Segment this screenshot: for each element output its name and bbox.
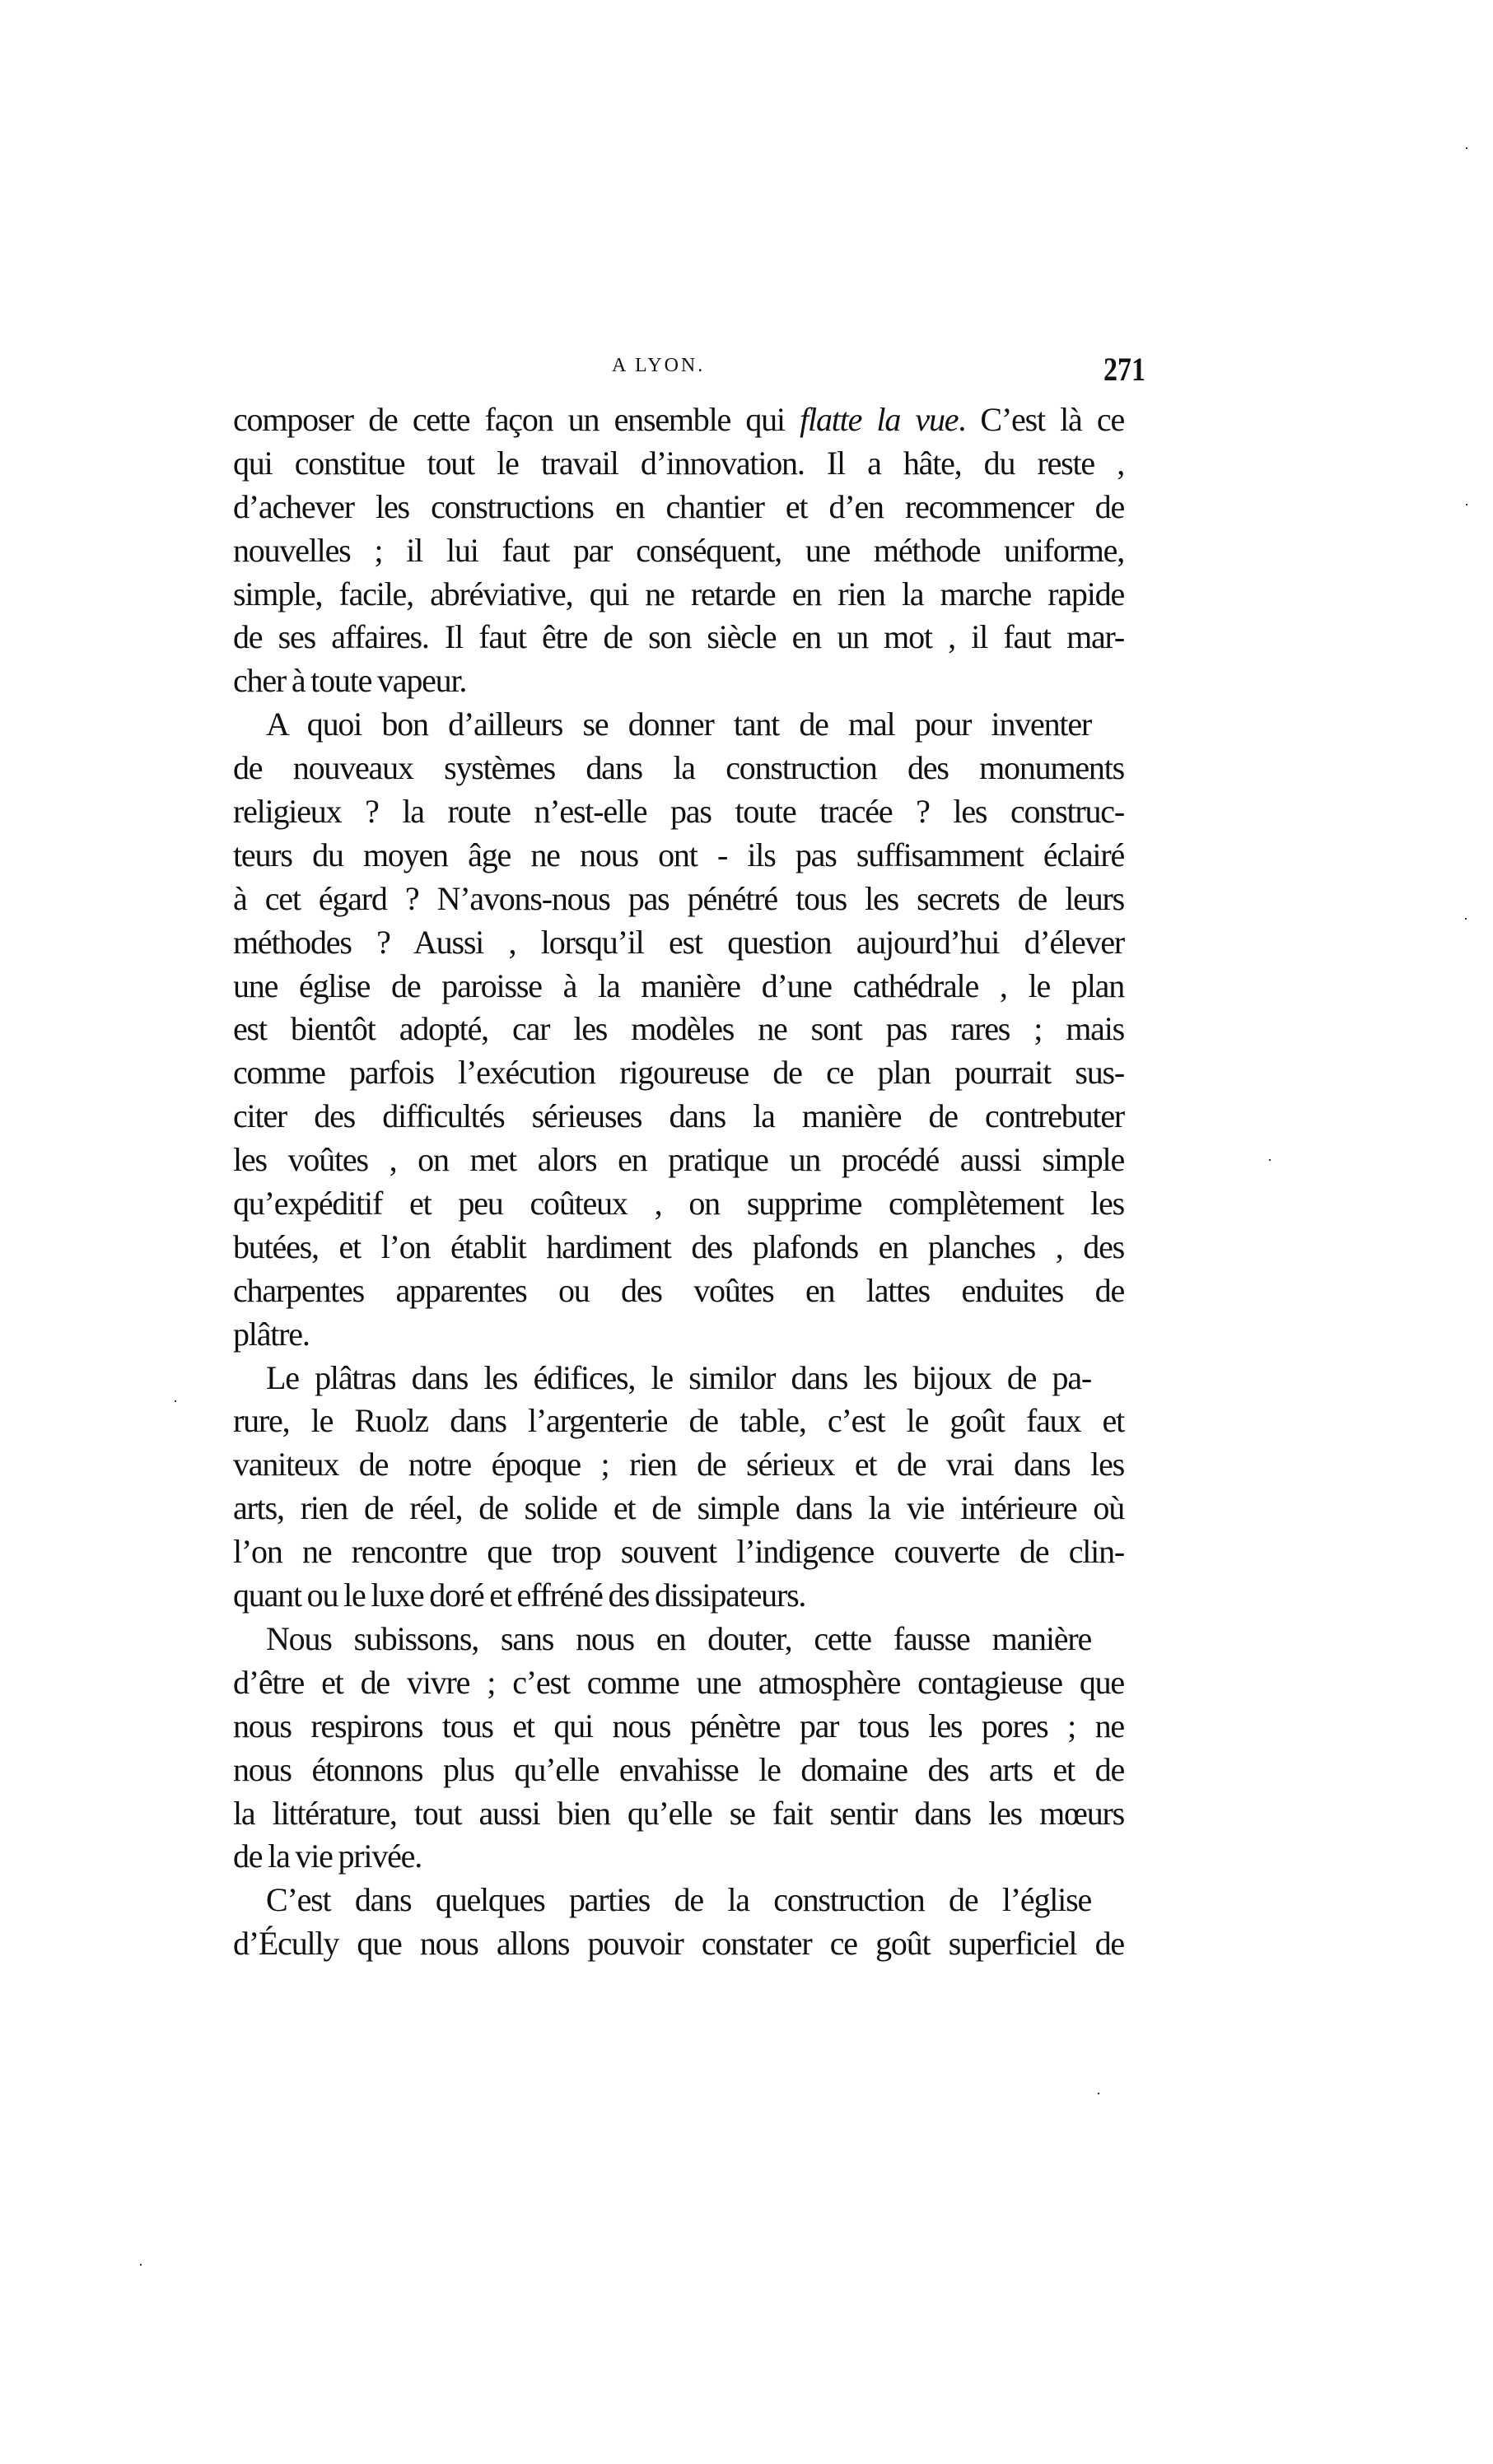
text-segment: la littérature, tout aussi bien qu’elle se fait sentir dans les mœurs <box>233 1794 1124 1832</box>
text-line <box>233 790 1124 834</box>
text-segment: butées, et l’on établit hardiment des plafonds en planches , des <box>233 1227 1124 1265</box>
text-segment: les voûtes , on met alors en pratique un procédé aussi simple <box>233 1141 1124 1179</box>
text-line <box>233 1487 1124 1530</box>
italic-text: flatte la vue <box>800 401 959 438</box>
text-segment: cher à toute vapeur. <box>233 662 467 700</box>
text-segment: à cet égard ? N’avons-nous pas pénétré tous les secrets de leurs <box>233 879 1124 917</box>
paragraph <box>233 398 1124 703</box>
body-text <box>233 398 1124 1966</box>
text-segment: citer des difficultés sérieuses dans la manière de contrebuter <box>233 1097 1124 1135</box>
text-line <box>233 1618 1124 1661</box>
text-segment: qu’expéditif et peu coûteux , on supprime complètement les <box>233 1185 1124 1223</box>
scan-speck <box>1465 918 1467 920</box>
text-segment: rure, le Ruolz dans l’argenterie de table, c’est le goût faux et <box>233 1402 1124 1440</box>
text-segment: Nous subissons, sans nous en douter, cette fausse manière <box>266 1619 1091 1657</box>
text-segment: . C’est là ce <box>958 401 1125 438</box>
text-segment: méthodes ? Aussi , lorsqu’il est question aujourd’hui d’élever <box>233 923 1124 961</box>
text-line <box>233 616 1124 659</box>
text-segment: arts, rien de réel, de solide et de simple dans la vie intérieure où <box>233 1489 1124 1527</box>
text-line <box>233 398 1124 442</box>
scan-speck <box>1466 504 1467 505</box>
text-segment: vaniteux de notre époque ; rien de sérieux et de vrai dans les <box>233 1446 1124 1484</box>
text-segment: d’Écully que nous allons pouvoir constater ce goût superficiel de <box>233 1925 1124 1963</box>
text-segment: de la vie privée. <box>233 1838 422 1875</box>
scan-speck <box>1098 2093 1099 2094</box>
text-segment: est bientôt adopté, car les modèles ne sont pas rares ; mais <box>233 1010 1124 1048</box>
text-line <box>233 1879 1124 1922</box>
text-line <box>233 1226 1124 1269</box>
running-head <box>0 350 1493 388</box>
text-line <box>233 1749 1124 1792</box>
text-segment: Le plâtras dans les édifices, le similor dans les bijoux de pa- <box>266 1358 1091 1396</box>
text-segment: nous respirons tous et qui nous pénètre par tous les pores ; ne <box>233 1707 1124 1744</box>
text-line <box>233 703 1124 747</box>
text-line <box>233 1792 1124 1836</box>
text-segment: l’on ne rencontre que trop souvent l’indigence couverte de clin- <box>233 1533 1124 1571</box>
text-segment: simple, facile, abréviative, qui ne retarde en rien la marche rapide <box>233 575 1124 613</box>
scan-speck <box>1269 1159 1271 1161</box>
page-number: 271 <box>1103 351 1145 388</box>
text-line <box>233 1051 1124 1095</box>
text-segment: charpentes apparentes ou des voûtes en lattes enduites de <box>233 1271 1124 1309</box>
text-line <box>233 1182 1124 1226</box>
text-line <box>233 442 1124 486</box>
text-line <box>233 1313 1124 1357</box>
text-segment: nouvelles ; il lui faut par conséquent, une méthode uniforme, <box>233 531 1124 569</box>
text-line <box>233 834 1124 878</box>
text-segment: de ses affaires. Il faut être de son siècle en un mot , il faut mar- <box>233 618 1124 656</box>
text-line <box>233 1530 1124 1574</box>
text-line <box>233 1705 1124 1749</box>
paragraph <box>233 703 1124 1356</box>
text-segment: quant ou le luxe doré et effréné des dissipateurs. <box>233 1577 806 1614</box>
text-line <box>233 529 1124 573</box>
text-line <box>233 1574 1124 1618</box>
paragraph <box>233 1618 1124 1879</box>
text-segment: qui constitue tout le travail d’innovation. Il a hâte, du reste , <box>233 444 1124 482</box>
text-segment: nous étonnons plus qu’elle envahisse le domaine des arts et de <box>233 1750 1124 1788</box>
text-line <box>233 1661 1124 1705</box>
text-line <box>233 878 1124 921</box>
text-line <box>233 1400 1124 1443</box>
text-line <box>233 1269 1124 1313</box>
text-line <box>233 965 1124 1008</box>
text-segment: religieux ? la route n’est-elle pas toute tracée ? les construc- <box>233 793 1124 831</box>
text-line <box>233 659 1124 703</box>
text-segment: C’est dans quelques parties de la construction de l’église <box>266 1881 1091 1919</box>
text-line <box>233 1922 1124 1966</box>
text-line <box>233 1095 1124 1139</box>
scan-speck <box>175 1400 176 1402</box>
text-line <box>233 921 1124 965</box>
text-segment: de nouveaux systèmes dans la construction des monuments <box>233 749 1124 787</box>
text-segment: teurs du moyen âge ne nous ont - ils pas suffisamment éclairé <box>233 836 1124 873</box>
paragraph <box>233 1879 1124 1966</box>
text-line <box>233 1835 1124 1879</box>
scan-speck <box>1466 147 1467 149</box>
text-line <box>233 1139 1124 1182</box>
text-segment: composer de cette façon un ensemble qui <box>233 401 800 438</box>
text-line <box>233 573 1124 617</box>
text-segment: une église de paroisse à la manière d’une cathédrale , le plan <box>233 967 1124 1004</box>
text-segment: d’achever les constructions en chantier et d’en recommencer de <box>233 487 1124 525</box>
text-line <box>233 1008 1124 1051</box>
scan-speck <box>140 2264 142 2266</box>
text-line <box>233 486 1124 529</box>
text-segment: plâtre. <box>233 1315 310 1353</box>
text-segment: d’être et de vivre ; c’est comme une atmosphère contagieuse que <box>233 1663 1124 1701</box>
paragraph <box>233 1357 1124 1618</box>
text-line <box>233 1443 1124 1487</box>
text-line <box>233 1357 1124 1400</box>
text-line <box>233 747 1124 790</box>
running-title: A LYON. <box>612 355 706 376</box>
text-segment: comme parfois l’exécution rigoureuse de ce plan pourrait sus- <box>233 1054 1124 1092</box>
text-segment: A quoi bon d’ailleurs se donner tant de mal pour inventer <box>266 706 1091 743</box>
